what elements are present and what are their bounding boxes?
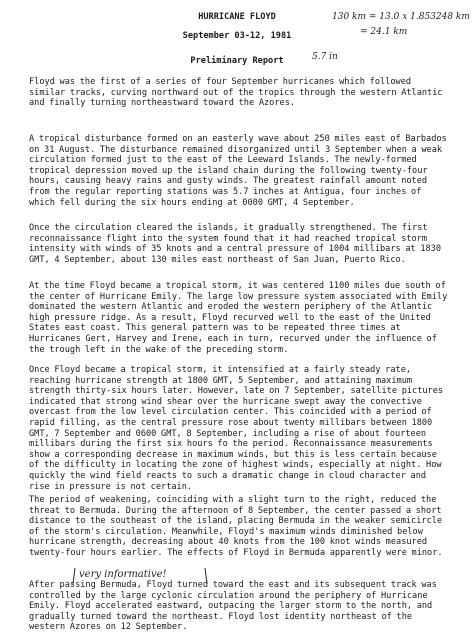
margin-note-text: very informative! [79, 569, 167, 580]
report-type: Preliminary Report [190, 56, 284, 66]
report-dates: September 03-12, 1981 [182, 31, 292, 41]
paragraph-strengthening: Once the circulation cleared the islands, it gradually strengthened. The first reconnaissance flight into the system found that it had reached tropical storm intensity with winds of 35 knots and a central pressure of 1004 millibars at 1830 GMT, 4 September, about 130 miles east northeast of San Juan, Puerto Rico. [29, 223, 442, 265]
handwritten-note-rainfall: 5.7 in [312, 52, 338, 62]
paragraph-weakening: The period of weakening, coinciding with a slight turn to the right, reduced the threat to Bermuda. During the afternoon of 8 September, the center passed a short distance to the southeast of the island, placing Bermuda in the weaker semicircle of the storm's circulation. Meanwhile, Floyd's maximum winds diminished below hurricane strength, decreasing about 40 knots from the 100 knot winds measured twenty-four hours earlier. The effects of Floyd in Bermuda apparently were minor. [29, 495, 443, 558]
paragraph-intensification: Once Floyd became a tropical storm, it intensified at a fairly steady rate, reaching hurricane strength at 1800 GMT, 5 September, and attaining maximum strength thirty-six hours later. However, late on 7 September, satellite pictures indicated that strong wind shear over the hurricane swept away the convective overcast from the low level circulation center. This coincided with a period of rapid filling, as the central pressure rose about twenty millibars between 1800 GMT, 7 September and 0600 GMT, 8 September, including a rise of about fourteen millibars during the first six hours fo the period. Reconnaissance measurements show a corresponding decrease in maximum winds, but this is less certain because of the difficulty in locating the zone of highest winds, especially at night. How quickly the wind field reacts to such a dramatic change in cloud character and rise in pressure is not certain. [29, 365, 444, 492]
paragraph-dissipation: After passing Bermuda, Floyd turned toward the east and its subsequent track was controlled by the large cyclonic circulation around the periphery of Hurricane Emily. Floyd accelerated eastward, outpacing the larger storm to the north, and gradually turned toward the northeast. Floyd lost identity northeast of the western Azores on 12 September. [29, 580, 437, 633]
handwritten-note-conversion: 130 km = 13.0 x 1.853248 km [332, 12, 470, 22]
margin-annotation [71, 566, 209, 586]
handwritten-note-result: = 24.1 km [360, 27, 408, 37]
paragraph-steering: At the time Floyd became a tropical storm, it was centered 1100 miles due south of the center of Hurricane Emily. The large low pressure system associated with Emily dominated the western Atlantic and eroded the western periphery of the Atlantic high pressure ridge. As a result, Floyd recurved well to the east of the United States east coast. This general pattern was to be repeated three times at Hurricanes Gert, Harvey and Irene, each in turn, recurved under the influence of the trough left in the wake of the preceding storm. [29, 281, 448, 355]
paragraph-formation: A tropical disturbance formed on an easterly wave about 250 miles east of Barbados on 31 August. The disturbance remained disorganized until 3 September when a weak circulation formed just to the east of the Leeward Islands. The newly-formed tropical depression moved up the island chain during the following twenty-four hours, causing heavy rains and gusty winds. The greatest rainfall amount noted from the regular reporting stations was 5.7 inches at Antigua, four inches of which fell during the six hours ending at 0000 GMT, 4 September. [29, 134, 447, 208]
report-title: HURRICANE FLOYD [198, 12, 276, 22]
paragraph-intro: Floyd was the first of a series of four September hurricanes which followed similar tracks, curving northward out of the tropics through the western Atlantic and finally turning northeastward toward the Azores. [29, 77, 443, 109]
